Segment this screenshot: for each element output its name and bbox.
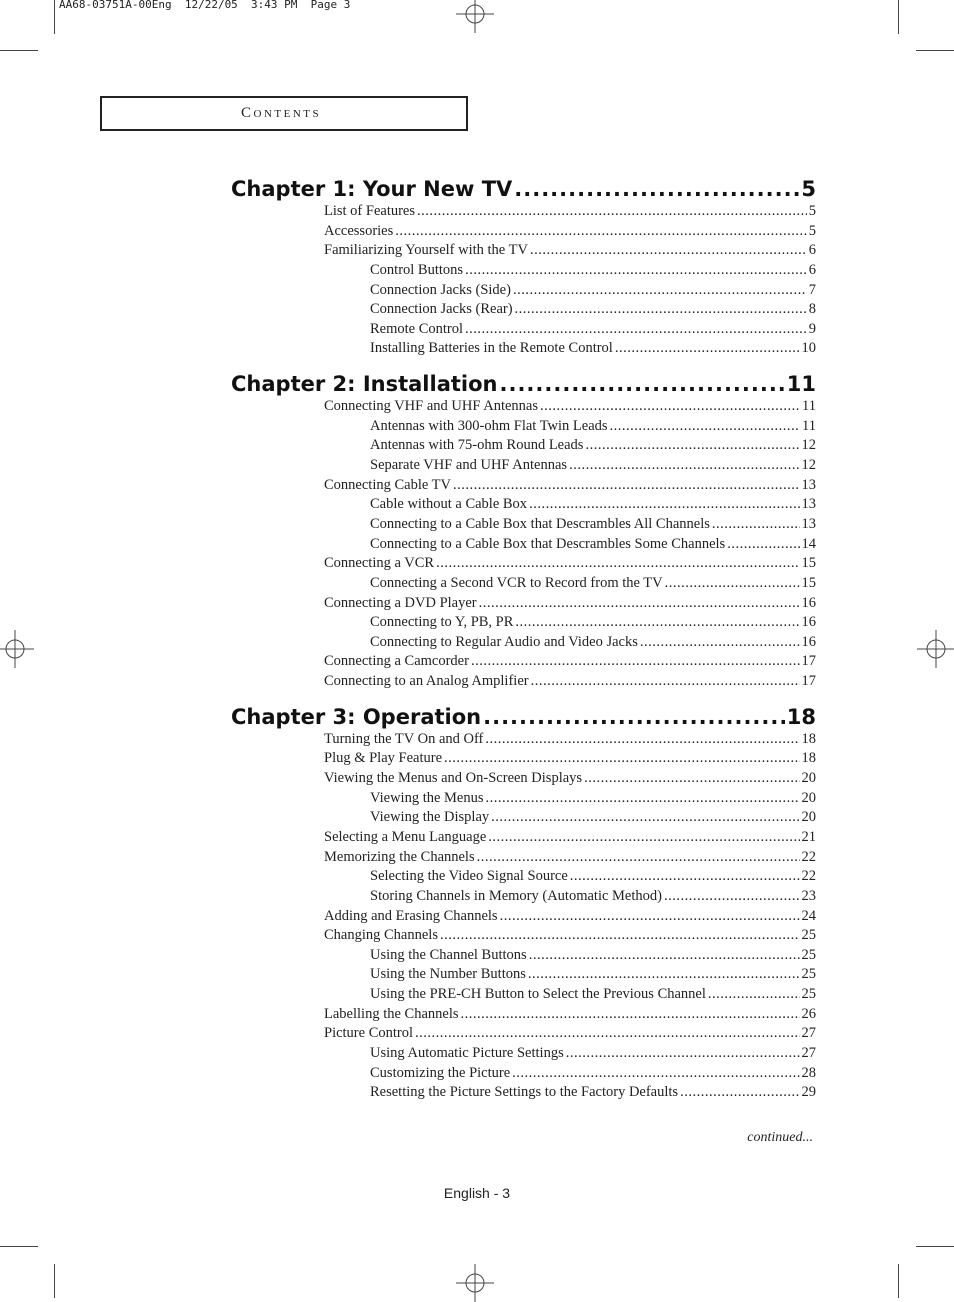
toc-subentry[interactable]	[231, 436, 816, 456]
toc-entry[interactable]	[231, 769, 816, 789]
continued-note: continued...	[747, 1130, 813, 1145]
entry-title: Connection Jacks (Side)	[370, 281, 511, 298]
dot-leader	[513, 281, 807, 301]
toc-entry[interactable]	[231, 241, 816, 261]
dot-leader	[515, 613, 799, 633]
entry-page-number: 9	[808, 320, 816, 337]
entry-page-number: 15	[801, 574, 816, 591]
entry-page-number: 22	[801, 868, 816, 885]
dot-leader	[465, 320, 807, 340]
dot-leader	[531, 672, 800, 692]
entry-title: Memorizing the Channels	[324, 848, 475, 865]
crop-mark	[898, 1264, 899, 1298]
dot-leader	[530, 241, 807, 261]
entry-title: Picture Control	[324, 1025, 414, 1042]
toc-entry[interactable]	[231, 907, 816, 927]
dot-leader	[483, 704, 785, 730]
entry-title: Connecting to Y, PB, PR	[370, 614, 514, 631]
toc-subentry[interactable]	[231, 946, 816, 966]
dot-leader	[610, 417, 800, 437]
dot-leader	[727, 535, 799, 555]
entry-page-number: 6	[808, 261, 816, 278]
entry-title: Connecting a Second VCR to Record from the TV	[370, 574, 663, 591]
entry-title: Plug & Play Feature	[324, 750, 443, 767]
chapter-title: Chapter 2: Installation	[231, 372, 498, 397]
toc-subentry[interactable]	[231, 535, 816, 555]
toc-entry[interactable]	[231, 848, 816, 868]
entry-title: Antennas with 75-ohm Round Leads	[370, 437, 584, 454]
dot-leader	[461, 1005, 800, 1025]
toc-subentry[interactable]	[231, 515, 816, 535]
toc-subentry[interactable]	[231, 300, 816, 320]
entry-title: Viewing the Display	[370, 809, 490, 826]
dot-leader	[514, 176, 799, 202]
toc-subentry[interactable]	[231, 495, 816, 515]
entry-title: Customizing the Picture	[370, 1064, 511, 1081]
chapter-heading[interactable]	[231, 704, 816, 730]
entry-page-number: 21	[801, 828, 816, 845]
entry-page-number: 15	[801, 555, 816, 572]
entry-page-number: 22	[801, 848, 816, 865]
table-of-contents	[231, 176, 816, 1115]
entry-title: Using the PRE-CH Button to Select the Previous Channel	[370, 986, 706, 1003]
toc-entry[interactable]	[231, 222, 816, 242]
dot-leader	[395, 222, 806, 242]
entry-page-number: 26	[801, 1005, 816, 1022]
toc-subentry[interactable]	[231, 985, 816, 1005]
toc-subentry[interactable]	[231, 1064, 816, 1084]
entry-page-number: 7	[808, 281, 816, 298]
entry-page-number: 20	[801, 789, 816, 806]
toc-subentry[interactable]	[231, 1083, 816, 1103]
entry-title: Connecting to Regular Audio and Video Jacks	[370, 633, 638, 650]
entry-title: Connecting to a Cable Box that Descrambles All Channels	[370, 515, 710, 532]
entry-title: Antennas with 300-ohm Flat Twin Leads	[370, 417, 608, 434]
entry-title: Connection Jacks (Rear)	[370, 301, 513, 318]
toc-subentry[interactable]	[231, 261, 816, 281]
entry-title: Connecting to a Cable Box that Descrambles Some Channels	[370, 535, 726, 552]
toc-entry[interactable]	[231, 926, 816, 946]
toc-subentry[interactable]	[231, 281, 816, 301]
dot-leader	[465, 261, 807, 281]
entry-title: Adding and Erasing Channels	[324, 907, 498, 924]
toc-subentry[interactable]	[231, 633, 816, 653]
entry-title: Familiarizing Yourself with the TV	[324, 242, 528, 259]
entry-title: Labelling the Channels	[324, 1005, 459, 1022]
entry-page-number: 27	[801, 1044, 816, 1061]
entry-page-number: 27	[801, 1025, 816, 1042]
entry-title: Connecting a Camcorder	[324, 653, 469, 670]
entry-page-number: 11	[802, 417, 816, 434]
dot-leader	[417, 202, 807, 222]
registration-mark-icon	[0, 630, 34, 668]
entry-title: Installing Batteries in the Remote Control	[370, 340, 613, 357]
toc-subentry[interactable]	[231, 613, 816, 633]
dot-leader	[665, 574, 800, 594]
entry-page-number: 20	[801, 770, 816, 787]
entry-title: Connecting a VCR	[324, 555, 435, 572]
page-footer: English - 3	[443, 1185, 511, 1201]
toc-entry[interactable]	[231, 476, 816, 496]
entry-title: Selecting a Menu Language	[324, 828, 487, 845]
toc-subentry[interactable]	[231, 574, 816, 594]
dot-leader	[477, 848, 800, 868]
entry-title: Turning the TV On and Off	[324, 730, 484, 747]
chapter-heading[interactable]	[231, 176, 816, 202]
crop-mark	[0, 50, 38, 51]
entry-page-number: 25	[801, 966, 816, 983]
entry-title: Control Buttons	[370, 261, 464, 278]
entry-page-number: 14	[801, 535, 816, 552]
toc-entry[interactable]	[231, 1024, 816, 1044]
entry-page-number: 18	[801, 750, 816, 767]
toc-subentry[interactable]	[231, 965, 816, 985]
dot-leader	[500, 907, 800, 927]
dot-leader	[680, 1083, 799, 1103]
dot-leader	[664, 887, 800, 907]
toc-subentry[interactable]	[231, 887, 816, 907]
dot-leader	[529, 495, 799, 515]
dot-leader	[486, 789, 800, 809]
dot-leader	[569, 456, 799, 476]
entry-page-number: 23	[801, 887, 816, 904]
entry-title: Selecting the Video Signal Source	[370, 868, 568, 885]
entry-page-number: 18	[801, 730, 816, 747]
toc-entry[interactable]	[231, 749, 816, 769]
dot-leader	[479, 594, 800, 614]
entry-page-number: 13	[801, 515, 816, 532]
entry-page-number: 25	[801, 946, 816, 963]
toc-entry[interactable]	[231, 672, 816, 692]
toc-entry[interactable]	[231, 397, 816, 417]
entry-page-number: 16	[801, 614, 816, 631]
dot-leader	[515, 300, 807, 320]
toc-entry[interactable]	[231, 594, 816, 614]
dot-leader	[471, 652, 800, 672]
entry-page-number: 28	[801, 1064, 816, 1081]
entry-page-number: 25	[801, 986, 816, 1003]
crop-mark	[916, 50, 954, 51]
entry-title: List of Features	[324, 203, 416, 219]
contents-header-box	[100, 96, 468, 131]
entry-title: Connecting VHF and UHF Antennas	[324, 398, 539, 415]
entry-title: Cable without a Cable Box	[370, 496, 528, 513]
print-slug: AA68-03751A-00Eng 12/22/05 3:43 PM Page 3	[59, 0, 351, 11]
entry-title: Connecting Cable TV	[324, 476, 451, 493]
toc-entry[interactable]	[231, 554, 816, 574]
chapter-entries	[231, 202, 816, 359]
entry-title: Separate VHF and UHF Antennas	[370, 457, 568, 474]
chapter-page-number: 5	[801, 177, 816, 201]
registration-mark-icon	[456, 0, 494, 33]
entry-title: Changing Channels	[324, 927, 438, 944]
registration-mark-icon	[917, 630, 954, 668]
registration-mark-icon	[456, 1264, 494, 1302]
entry-page-number: 10	[801, 340, 816, 357]
chapter-title: Chapter 1: Your New TV	[231, 177, 513, 201]
dot-leader	[491, 808, 799, 828]
entry-title: Connecting to an Analog Amplifier	[324, 673, 529, 690]
entry-title: Using Automatic Picture Settings	[370, 1044, 564, 1061]
entry-title: Viewing the Menus and On-Screen Displays	[324, 770, 583, 787]
toc-subentry[interactable]	[231, 1044, 816, 1064]
dot-leader	[488, 828, 799, 848]
crop-mark	[54, 0, 55, 34]
entry-page-number: 5	[808, 203, 816, 219]
toc-subentry[interactable]	[231, 456, 816, 476]
dot-leader	[570, 867, 800, 887]
toc-subentry[interactable]	[231, 808, 816, 828]
dot-leader	[540, 397, 800, 417]
entry-page-number: 6	[808, 242, 816, 259]
toc-subentry[interactable]	[231, 867, 816, 887]
dot-leader	[708, 985, 800, 1005]
entry-page-number: 17	[801, 653, 816, 670]
dot-leader	[584, 769, 799, 789]
toc-entry[interactable]	[231, 828, 816, 848]
entry-page-number: 5	[808, 222, 816, 239]
chapter-entries	[231, 397, 816, 692]
entry-title: Using the Number Buttons	[370, 966, 526, 983]
dot-leader	[444, 749, 799, 769]
toc-subentry[interactable]	[231, 789, 816, 809]
dot-leader	[615, 339, 800, 359]
toc-entry[interactable]	[231, 652, 816, 672]
entry-page-number: 20	[801, 809, 816, 826]
dot-leader	[485, 730, 799, 750]
entry-page-number: 25	[801, 927, 816, 944]
entry-page-number: 17	[801, 673, 816, 690]
chapter-page-number: 18	[786, 704, 816, 729]
crop-mark	[54, 1264, 55, 1298]
entry-page-number: 24	[801, 907, 816, 924]
dot-leader	[566, 1044, 800, 1064]
toc-entry[interactable]	[231, 1005, 816, 1025]
dot-leader	[453, 476, 800, 496]
entry-title: Viewing the Menus	[370, 789, 484, 806]
entry-page-number: 12	[801, 457, 816, 474]
entry-page-number: 13	[801, 496, 816, 513]
dot-leader	[436, 554, 799, 574]
chapter-entries	[231, 730, 816, 1103]
dot-leader	[500, 371, 785, 397]
entry-title: Remote Control	[370, 320, 464, 337]
entry-page-number: 13	[801, 476, 816, 493]
chapter-title: Chapter 3: Operation	[231, 704, 482, 729]
entry-title: Using the Channel Buttons	[370, 946, 527, 963]
toc-subentry[interactable]	[231, 320, 816, 340]
crop-mark	[898, 0, 899, 34]
toc-subentry[interactable]	[231, 417, 816, 437]
entry-page-number: 12	[801, 437, 816, 454]
entry-title: Resetting the Picture Settings to the Factory Defaults	[370, 1084, 679, 1101]
dot-leader	[415, 1024, 799, 1044]
dot-leader	[528, 965, 800, 985]
contents-title: Contents	[241, 105, 322, 121]
dot-leader	[640, 633, 800, 653]
dot-leader	[585, 436, 799, 456]
chapter-page-number: 11	[786, 372, 816, 397]
crop-mark	[916, 1246, 954, 1247]
dot-leader	[712, 515, 800, 535]
entry-title: Accessories	[324, 222, 394, 239]
chapter-heading[interactable]	[231, 371, 816, 397]
entry-page-number: 16	[801, 633, 816, 650]
entry-title: Connecting a DVD Player	[324, 594, 477, 611]
toc-entry[interactable]	[231, 730, 816, 750]
dot-leader	[440, 926, 800, 946]
entry-page-number: 11	[802, 398, 816, 415]
crop-mark	[0, 1246, 38, 1247]
entry-page-number: 29	[801, 1084, 816, 1101]
toc-subentry[interactable]	[231, 339, 816, 359]
entry-title: Storing Channels in Memory (Automatic Method)	[370, 887, 662, 904]
entry-page-number: 8	[808, 301, 816, 318]
dot-leader	[512, 1064, 799, 1084]
toc-entry[interactable]	[231, 202, 816, 222]
entry-page-number: 16	[801, 594, 816, 611]
dot-leader	[529, 946, 800, 966]
